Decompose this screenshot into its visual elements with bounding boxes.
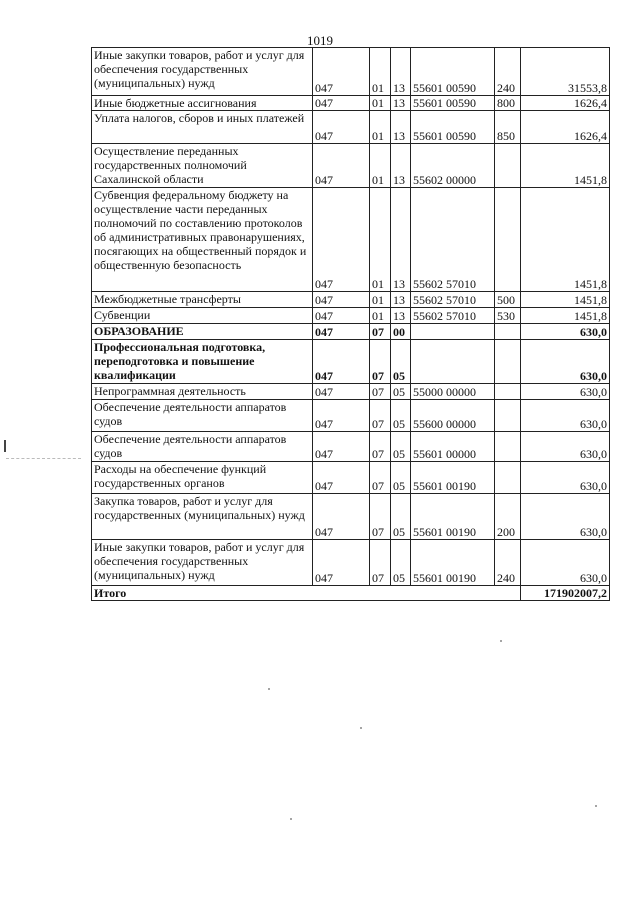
row-name: Непрограммная деятельность [92,384,313,400]
row-expense-type-code [495,400,521,432]
table-body [92,48,610,586]
table-row [92,144,610,188]
row-target-code: 55601 00190 [411,494,495,540]
row-ved-code: 047 [313,324,370,340]
row-name: Профессиональная подготовка, переподготовка и повышение квалификации [92,340,313,384]
table-row [92,340,610,384]
row-amount: 31553,8 [521,48,610,96]
scan-speck [500,640,502,642]
row-name: Обеспечение деятельности аппаратов судов [92,432,313,462]
row-section-code: 07 [370,540,391,586]
row-section-code: 07 [370,340,391,384]
scan-speck [360,727,362,729]
row-target-code: 55602 57010 [411,292,495,308]
row-amount: 630,0 [521,540,610,586]
row-section-code: 01 [370,292,391,308]
row-subsection-code: 13 [391,96,411,111]
row-subsection-code: 05 [391,384,411,400]
row-target-code: 55600 00000 [411,400,495,432]
table-row [92,48,610,96]
row-name: Субвенции [92,308,313,324]
row-subsection-code: 13 [391,292,411,308]
row-amount: 1626,4 [521,111,610,144]
row-ved-code: 047 [313,400,370,432]
row-ved-code: 047 [313,494,370,540]
row-ved-code: 047 [313,462,370,494]
row-ved-code: 047 [313,188,370,292]
row-section-code: 07 [370,494,391,540]
row-amount: 630,0 [521,340,610,384]
row-name: Расходы на обеспечение функций государственных органов [92,462,313,494]
scan-mark [4,440,6,452]
row-subsection-code: 05 [391,494,411,540]
row-section-code: 07 [370,384,391,400]
row-ved-code: 047 [313,308,370,324]
row-expense-type-code [495,462,521,494]
table-row [92,384,610,400]
row-section-code: 01 [370,308,391,324]
scan-speck [595,805,597,807]
row-subsection-code: 05 [391,340,411,384]
table-row [92,540,610,586]
row-target-code: 55602 57010 [411,188,495,292]
table-row [92,494,610,540]
row-amount: 630,0 [521,432,610,462]
row-name: Закупка товаров, работ и услуг для государственных (муниципальных) нужд [92,494,313,540]
table-row [92,292,610,308]
row-ved-code: 047 [313,340,370,384]
row-target-code: 55601 00590 [411,111,495,144]
scan-faint-line [6,458,81,459]
table-row [92,324,610,340]
row-subsection-code: 13 [391,48,411,96]
row-section-code: 01 [370,96,391,111]
scan-speck [290,818,292,820]
row-subsection-code: 13 [391,188,411,292]
row-subsection-code: 05 [391,432,411,462]
table-row [92,462,610,494]
row-target-code: 55601 00590 [411,48,495,96]
row-name: ОБРАЗОВАНИЕ [92,324,313,340]
row-ved-code: 047 [313,48,370,96]
row-ved-code: 047 [313,432,370,462]
row-ved-code: 047 [313,540,370,586]
row-amount: 1451,8 [521,292,610,308]
row-expense-type-code: 530 [495,308,521,324]
table-row [92,400,610,432]
row-amount: 630,0 [521,384,610,400]
row-name: Иные бюджетные ассигнования [92,96,313,111]
row-name: Уплата налогов, сборов и иных платежей [92,111,313,144]
budget-table [91,47,610,601]
total-amount: 171902007,2 [521,586,610,601]
row-target-code [411,340,495,384]
row-target-code: 55601 00590 [411,96,495,111]
row-target-code: 55602 00000 [411,144,495,188]
row-subsection-code: 05 [391,540,411,586]
row-section-code: 01 [370,188,391,292]
row-ved-code: 047 [313,292,370,308]
row-expense-type-code: 240 [495,48,521,96]
row-amount: 1451,8 [521,144,610,188]
row-expense-type-code [495,144,521,188]
row-amount: 630,0 [521,462,610,494]
row-section-code: 01 [370,48,391,96]
row-name: Иные закупки товаров, работ и услуг для обеспечения государственных (муниципальных) нужд [92,540,313,586]
row-amount: 1451,8 [521,308,610,324]
row-target-code: 55000 00000 [411,384,495,400]
row-amount: 630,0 [521,400,610,432]
row-name: Обеспечение деятельности аппаратов судов [92,400,313,432]
row-subsection-code: 05 [391,400,411,432]
scan-speck [268,688,270,690]
row-section-code: 07 [370,324,391,340]
row-name: Осуществление переданных государственных полномочий Сахалинской области [92,144,313,188]
row-amount: 1626,4 [521,96,610,111]
row-expense-type-code [495,432,521,462]
row-expense-type-code: 800 [495,96,521,111]
row-ved-code: 047 [313,384,370,400]
total-row [92,586,610,601]
table-row [92,308,610,324]
row-amount: 630,0 [521,324,610,340]
table-row [92,432,610,462]
page-number: 1019 [307,33,333,48]
row-ved-code: 047 [313,111,370,144]
row-amount: 1451,8 [521,188,610,292]
row-name: Иные закупки товаров, работ и услуг для обеспечения государственных (муниципальных) нужд [92,48,313,96]
row-subsection-code: 13 [391,144,411,188]
row-target-code: 55602 57010 [411,308,495,324]
row-section-code: 07 [370,432,391,462]
row-section-code: 01 [370,144,391,188]
row-expense-type-code [495,340,521,384]
row-subsection-code: 05 [391,462,411,494]
total-label: Итого [92,586,521,601]
row-ved-code: 047 [313,144,370,188]
row-expense-type-code: 850 [495,111,521,144]
row-target-code [411,324,495,340]
table-row [92,111,610,144]
table-row [92,96,610,111]
row-subsection-code: 13 [391,308,411,324]
row-subsection-code: 13 [391,111,411,144]
row-section-code: 07 [370,400,391,432]
row-expense-type-code [495,384,521,400]
row-name: Межбюджетные трансферты [92,292,313,308]
row-section-code: 07 [370,462,391,494]
row-target-code: 55601 00190 [411,462,495,494]
row-amount: 630,0 [521,494,610,540]
row-expense-type-code: 500 [495,292,521,308]
row-subsection-code: 00 [391,324,411,340]
row-expense-type-code [495,188,521,292]
row-target-code: 55601 00190 [411,540,495,586]
row-ved-code: 047 [313,96,370,111]
row-section-code: 01 [370,111,391,144]
row-expense-type-code: 200 [495,494,521,540]
row-expense-type-code [495,324,521,340]
row-target-code: 55601 00000 [411,432,495,462]
row-expense-type-code: 240 [495,540,521,586]
row-name: Субвенция федеральному бюджету на осуществление части переданных полномочий по составлению протоколов об административных правонарушениях, посягающих на общественный порядок и общественную безопасность [92,188,313,292]
table-row [92,188,610,292]
